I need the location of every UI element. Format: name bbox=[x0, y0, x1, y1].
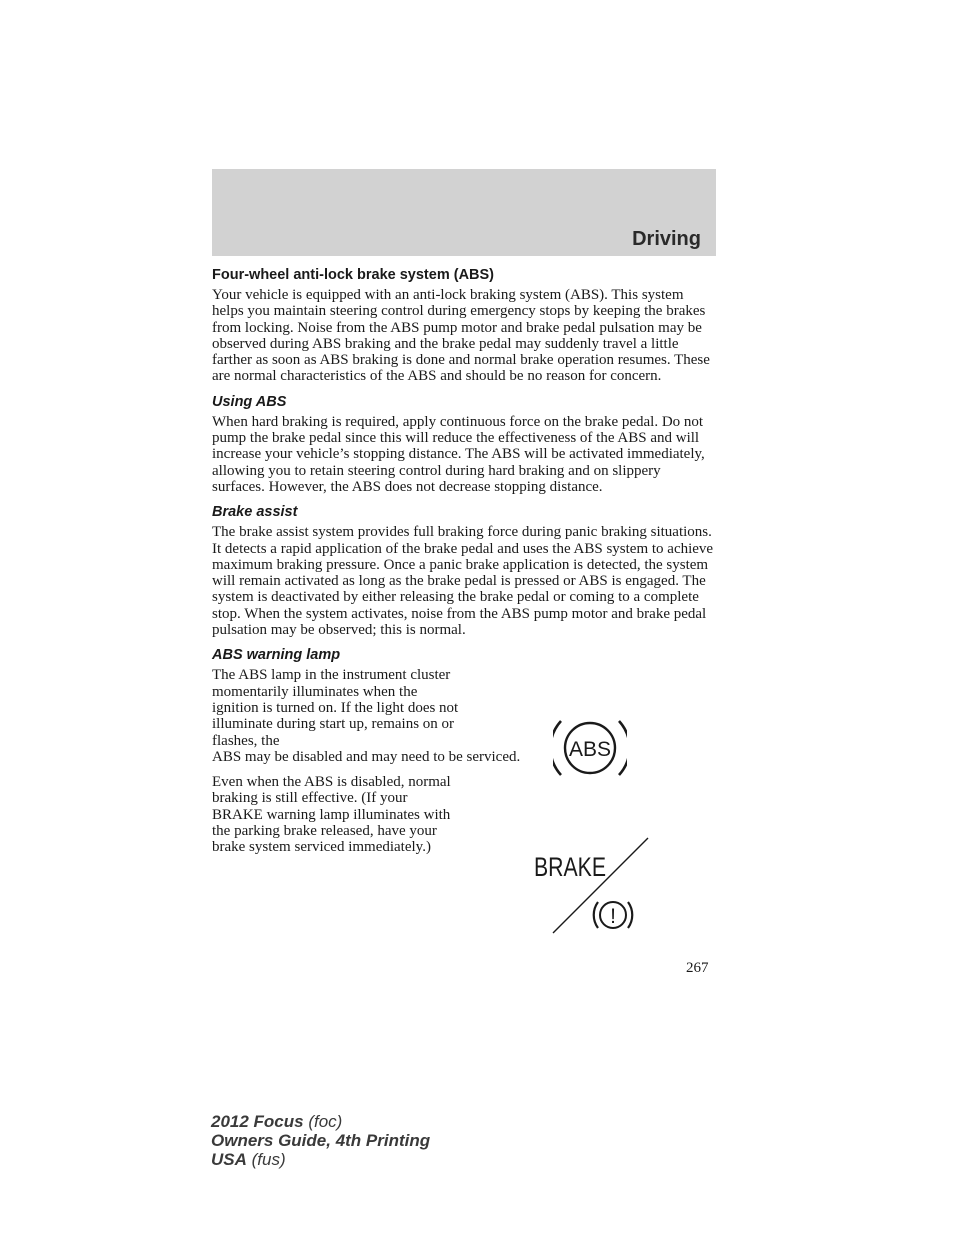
page-number: 267 bbox=[686, 960, 709, 976]
abs-warning-paragraph-wrapped: The ABS lamp in the instrument cluster momentarily illuminates when the ignition is turned on. If the light does not illuminate during start up, remains on or flashes, the bbox=[212, 667, 459, 749]
footer-line-model: 2012 Focus (foc) bbox=[211, 1112, 343, 1131]
footer-line-edition: Owners Guide, 4th Printing bbox=[211, 1131, 431, 1150]
header-band bbox=[212, 169, 716, 256]
abs-warning-lamp-icon bbox=[553, 716, 627, 780]
footer bbox=[211, 1112, 430, 1169]
brake-lamp-label: BRAKE bbox=[534, 852, 606, 882]
abs-heading: Four-wheel anti-lock brake system (ABS) bbox=[212, 267, 495, 283]
abs-warning-paragraph-full: ABS may be disabled and may need to be serviced. bbox=[212, 748, 521, 765]
using-abs-paragraph: When hard braking is required, apply continuous force on the brake pedal. Do not pump the brake pedal since this will reduce the effectiveness of the ABS and will increase your vehicle’s stopping distance. The ABS will be activated immediately, allowing you to retain steering control during hard braking and on slippery surfaces. However, the ABS does not decrease stopping distance. bbox=[212, 413, 705, 495]
abs-warning-lamp-heading: ABS warning lamp bbox=[212, 647, 341, 664]
brake-assist-paragraph: The brake assist system provides full braking force during panic braking situations. It detects a rapid application of the brake pedal and uses the ABS system to achieve maximum braking pressure. Once a panic brake application is detected, the system will remain activated as long as the brake pedal is pressed or ABS is engaged. The system is deactivated by either releasing the brake pedal or coming to a complete stop. When the system activates, noise from the ABS pump motor and brake pedal pulsation may be observed; this is normal. bbox=[212, 524, 714, 639]
brake-warning-lamp-icon bbox=[530, 836, 652, 936]
abs-lamp-label: ABS bbox=[568, 738, 612, 761]
brake-assist-heading: Brake assist bbox=[212, 504, 298, 521]
brake-lamp-exclamation: ! bbox=[610, 905, 616, 928]
using-abs-heading: Using ABS bbox=[212, 393, 287, 410]
footer-line-market: USA (fus) bbox=[211, 1150, 286, 1169]
section-title: Driving bbox=[632, 228, 701, 250]
abs-disabled-paragraph: Even when the ABS is disabled, normal braking is still effective. (If your BRAKE warning lamp illuminates with the parking brake released, have your brake system serviced immediately.) bbox=[212, 774, 451, 856]
page-content bbox=[212, 267, 717, 865]
abs-paragraph: Your vehicle is equipped with an anti-lock braking system (ABS). This system helps you maintain steering control during emergency stops by keeping the brakes from locking. Noise from the ABS pump motor and brake pedal pulsation may be observed during ABS braking and the brake pedal may suddenly travel a little farther as soon as ABS braking is done and normal brake operation resumes. These are normal characteristics of the ABS and should be no reason for concern. bbox=[212, 287, 710, 385]
